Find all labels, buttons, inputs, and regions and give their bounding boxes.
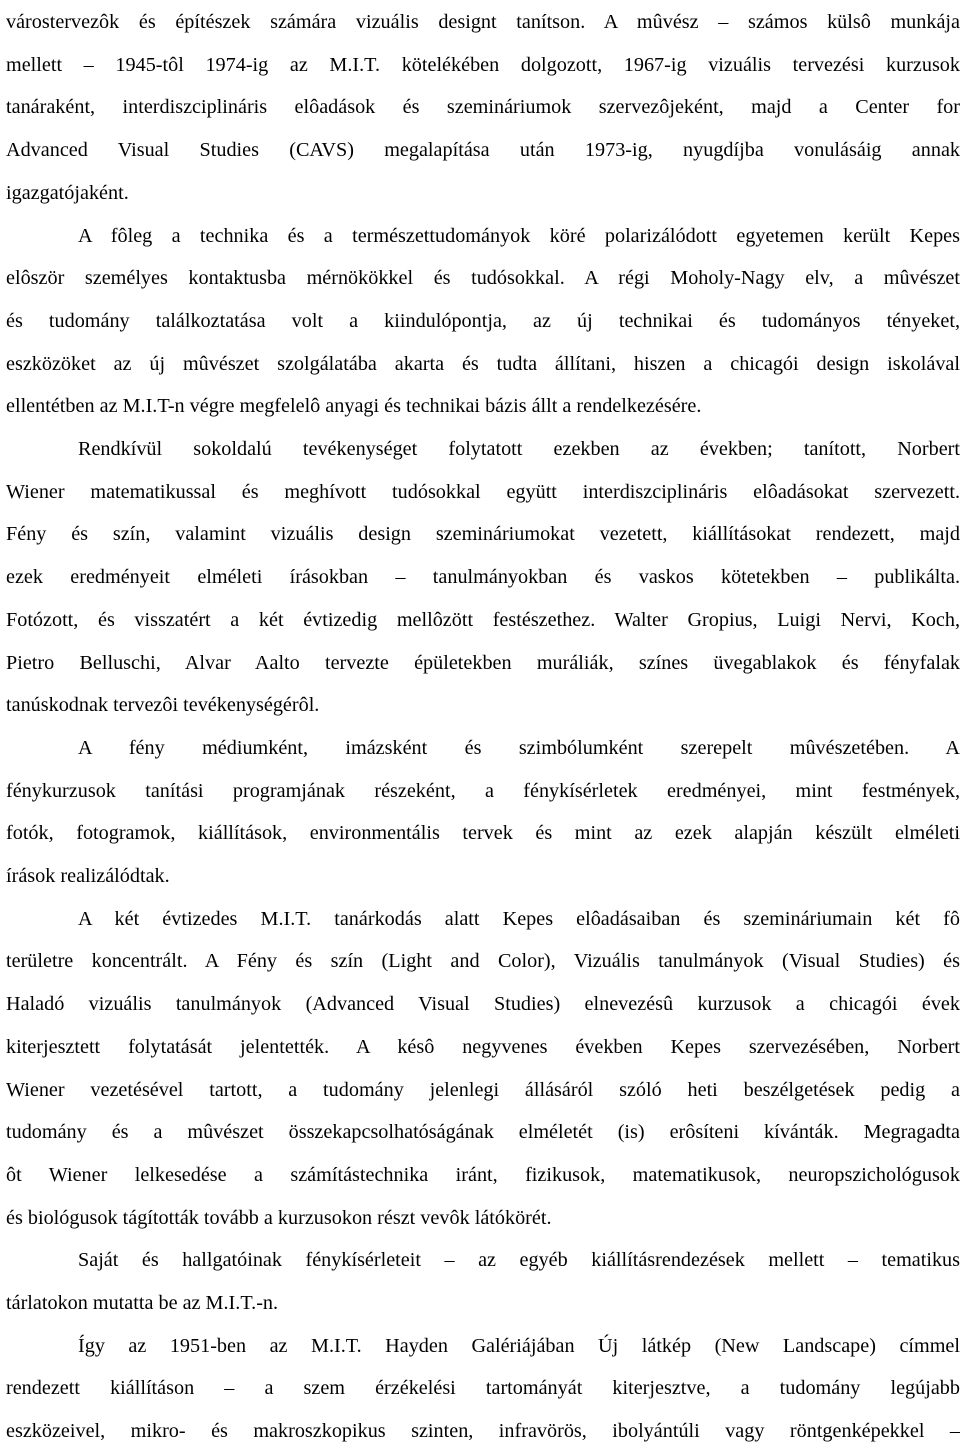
text-line: Saját és hallgatóinak fénykísérleteit – az egyéb kiállításrendezések mellett – tematikus — [78, 1249, 960, 1272]
text-line: mellett – 1945-tôl 1974-ig az M.I.T. kötelékében dolgozott, 1967-ig vizuális tervezési kurzusok — [6, 53, 960, 76]
text-line: elôször személyes kontaktusba mérnökökkel és tudósokkal. A régi Moholy-Nagy elv, a mûvészet — [6, 267, 960, 290]
text-line: igazgatójaként. — [6, 181, 129, 204]
text-line: eszközöket az új mûvészet szolgálatába akarta és tudta állítani, hiszen a chicagói design iskolával — [6, 352, 960, 375]
text-line: területre koncentrált. A Fény és szín (Light and Color), Vizuális tanulmányok (Visual Studies) és — [6, 950, 960, 973]
text-line: A fény médiumként, imázsként és szimbólumként szerepelt mûvészetében. A — [78, 736, 960, 759]
text-line: tudomány és a mûvészet összekapcsolhatóságának elméletét (is) erôsíteni kívánták. Megragadta — [6, 1121, 960, 1144]
text-line: tanáraként, interdiszciplináris elôadások és szemináriumok szervezôjeként, majd a Center for — [6, 96, 960, 119]
text-line: várostervezôk és építészek számára vizuális designt tanítson. A mûvész – számos külsô munkája — [6, 11, 960, 33]
text-line: Így az 1951-ben az M.I.T. Hayden Galériájában Új látkép (New Landscape) címmel — [78, 1334, 960, 1357]
text-line: Haladó vizuális tanulmányok (Advanced Visual Studies) elnevezésû kurzusok a chicagói évek — [6, 993, 960, 1016]
text-line: fénykurzusok tanítási programjának részeként, a fénykísérletek eredményei, mint festmények, — [6, 779, 960, 802]
text-line: Advanced Visual Studies (CAVS) megalapítása után 1973-ig, nyugdíjba vonulásáig annak — [6, 139, 960, 162]
text-line: fotók, fotogramok, kiállítások, environmentális tervek és mint az ezek alapján készült elméleti — [6, 822, 960, 845]
text-line: Fény és szín, valamint vizuális design szemináriumokat vezetett, kiállításokat rendezett, majd — [6, 523, 960, 546]
text-line: Fotózott, és visszatért a két évtizedig mellôzött festészethez. Walter Gropius, Luigi Nervi, Koch, — [6, 608, 960, 631]
text-line: Wiener matematikussal és meghívott tudósokkal együtt interdiszciplináris elôadásokat szervezett. — [6, 480, 960, 503]
text-line: ôt Wiener lelkesedése a számítástechnika iránt, fizikusok, matematikusok, neuropszichológusok — [6, 1163, 960, 1186]
text-line: ellentétben az M.I.T-n végre megfelelô anyagi és technikai bázis állt a rendelkezésére. — [6, 395, 702, 418]
text-line: Wiener vezetésével tartott, a tudomány jelenlegi állásáról szóló heti beszélgetések pedig a — [6, 1078, 960, 1101]
text-line: és tudomány találkoztatása volt a kiindulópontja, az új technikai és tudományos tényeket, — [6, 309, 960, 332]
text-line: tárlatokon mutatta be az M.I.T.-n. — [6, 1292, 279, 1314]
text-line: írások realizálódtak. — [6, 865, 170, 887]
text-line: és biológusok tágították tovább a kurzusokon részt vevôk látókörét. — [6, 1206, 552, 1229]
text-line: rendezett kiállításon – a szem érzékelési tartományát kiterjesztve, a tudomány legújabb — [6, 1377, 960, 1400]
text-line: Pietro Belluschi, Alvar Aalto tervezte épületekben muráliák, színes üvegablakok és fényfalak — [6, 651, 960, 674]
text-line: Rendkívül sokoldalú tevékenységet folytatott ezekben az években; tanított, Norbert — [78, 438, 960, 460]
text-line: kiterjesztett folytatását jelentették. A késô negyvenes években Kepes szervezésében, Norbert — [6, 1035, 960, 1058]
text-line: A két évtizedes M.I.T. tanárkodás alatt Kepes elôadásaiban és szemináriumain két fô — [78, 907, 960, 930]
text-line: tanúskodnak tervezôi tevékenységérôl. — [6, 694, 320, 717]
text-line: eszközeivel, mikro- és makroszkopikus szinten, infravörös, ibolyántúli vagy röntgenképekkel – — [6, 1420, 960, 1443]
text-line: A fôleg a technika és a természettudományok köré polarizálódott egyetemen került Kepes — [78, 224, 960, 247]
text-line: ezek eredményeit elméleti írásokban – tanulmányokban és vaskos kötetekben – publikálta. — [6, 566, 960, 589]
